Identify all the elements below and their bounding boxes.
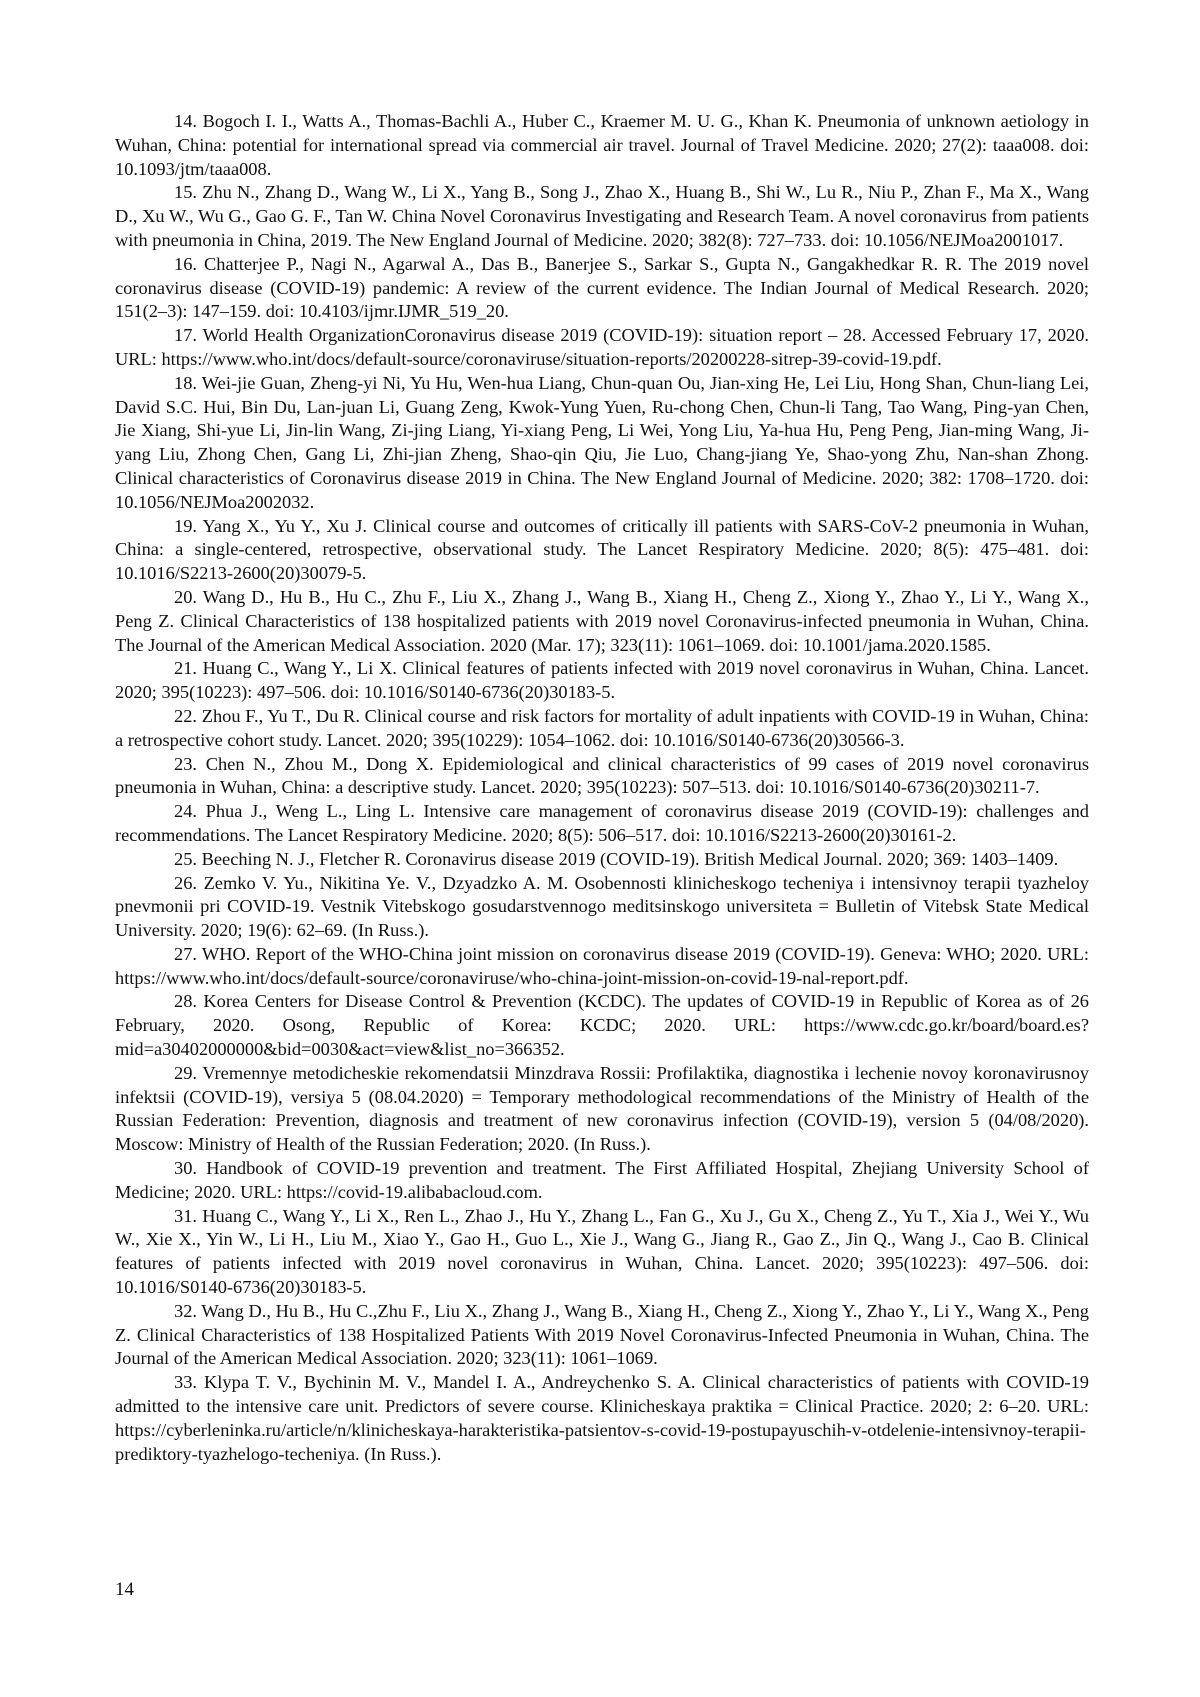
reference-text: Vremennye metodicheskie rekomendatsii Minzdrava Rossii: Profilaktika, diagnostika i lechenie novoy koronavirusnoy infektsii (COVID-19), versiya 5 (08.04.2020) = Temporary methodological recommendations of the Ministry of Health of the Russian Federation: Prevention, diagnosis and treatment of new coronavirus infection (COVID-19), version 5 (04/08/2020). Moscow: Ministry of Health of the Russian Federation; 2020. (In Russ.).: [115, 1062, 1090, 1155]
reference-item: [115, 1062, 1089, 1157]
reference-text: Wang D., Hu B., Hu C.,Zhu F., Liu X., Zhang J., Wang B., Xiang H., Cheng Z., Xiong Y., Zhao Y., Li Y., Wang X., Peng Z. Clinical Characteristics of 138 Hospitalized Patients With 2019 Novel Coronavirus-Infected Pneumonia in Wuhan, China. The Journal of the American Medical Association. 2020; 323(11): 1061–1069.: [115, 1300, 1089, 1369]
reference-text: Huang C., Wang Y., Li X., Ren L., Zhao J., Hu Y., Zhang L., Fan G., Xu J., Gu X., Cheng Z., Yu T., Xia J., Wei Y., Wu W., Xie X., Yin W., Li H., Liu M., Xiao Y., Gao H., Guo L., Xie J., Wang G., Jiang R., Gao Z., Jin Q., Wang J., Cao B. Clinical features of patients infected with 2019 novel coronavirus in Wuhan, China. Lancet. 2020; 395(10223): 497–506. doi: 10.1016/S0140-6736(20)30183-5.: [115, 1205, 1089, 1298]
reference-number: 15.: [174, 182, 197, 203]
reference-text: Zhou F., Yu T., Du R. Clinical course and risk factors for mortality of adult inpatients with COVID-19 in Wuhan, China: a retrospective cohort study. Lancet. 2020; 395(10229): 1054–1062. doi: 10.1016/S0140-6736(20)30566-3.: [115, 705, 1089, 750]
reference-item: [115, 990, 1089, 1061]
reference-text: Wei-jie Guan, Zheng-yi Ni, Yu Hu, Wen-hua Liang, Chun-quan Ou, Jian-xing He, Lei Liu, Hong Shan, Chun-liang Lei, David S.C. Hui, Bin Du, Lan-juan Li, Guang Zeng, Kwok-Yung Yuen, Ru-chong Chen, Chun-li Tang, Tao Wang, Ping-yan Chen, Jie Xiang, Shi-yue Li, Jin-lin Wang, Zi-jing Liang, Yi-xiang Peng, Li Wei, Yong Liu, Ya-hua Hu, Peng Peng, Jian-ming Wang, Ji-yang Liu, Zhong Chen, Gang Li, Zhi-jian Zheng, Shao-qin Qiu, Jie Luo, Chang-jiang Ye, Shao-yong Zhu, Nan-shan Zhong. Clinical characteristics of Coronavirus disease 2019 in China. The New England Journal of Medicine. 2020; 382: 1708–1720. doi: 10.1056/NEJMoa2002032.: [115, 372, 1090, 512]
reference-item: [115, 181, 1089, 252]
reference-text: Phua J., Weng L., Ling L. Intensive care management of coronavirus disease 2019 (COVID-19): challenges and recommendations. The Lancet Respiratory Medicine. 2020; 8(5): 506–517. doi: 10.1016/S2213-2600(20)30161-2.: [115, 801, 1089, 845]
reference-item: [115, 110, 1089, 181]
reference-item: [115, 1300, 1089, 1371]
reference-text: Chatterjee P., Nagi N., Agarwal A., Das B., Banerjee S., Sarkar S., Gupta N., Gangakhedkar R. R. The 2019 novel coronavirus disease (COVID-19) pandemic: A review of the current evidence. The Indian Journal of Medical Research. 2020; 151(2–3): 147–159. doi: 10.4103/ijmr.IJMR_519_20.: [115, 253, 1089, 322]
reference-text: Yang X., Yu Y., Xu J. Clinical course and outcomes of critically ill patients with SARS-CoV-2 pneumonia in Wuhan, China: a single-centered, retrospective, observational study. The Lancet Respiratory Medicine. 2020; 8(5): 475–481. doi: 10.1016/S2213-2600(20)30079-5.: [115, 515, 1089, 584]
reference-item: [115, 372, 1089, 515]
reference-item: [115, 586, 1089, 657]
reference-number: 31.: [174, 1205, 197, 1226]
reference-item: [115, 1205, 1089, 1300]
reference-text: Bogoch I. I., Watts A., Thomas-Bachli A., Huber C., Kraemer M. U. G., Khan K. Pneumonia of unknown aetiology in Wuhan, China: potential for international spread via commercial air travel. Journal of Travel Medicine. 2020; 27(2): taaa008. doi: 10.1093/jtm/taaa008.: [115, 111, 1089, 179]
reference-item: [115, 848, 1089, 872]
reference-number: 27.: [174, 943, 197, 964]
reference-text: Handbook of COVID-19 prevention and treatment. The First Affiliated Hospital, Zhejiang University School of Medicine; 2020. URL: https://covid-19.alibabacloud.com.: [115, 1158, 1089, 1202]
reference-number: 26.: [174, 872, 197, 893]
reference-number: 17.: [174, 325, 197, 346]
reference-item: [115, 705, 1089, 753]
reference-item: [115, 800, 1089, 848]
reference-text: Beeching N. J., Fletcher R. Coronavirus disease 2019 (COVID-19). British Medical Journal. 2020; 369: 1403–1409.: [201, 848, 1059, 869]
reference-item: [115, 753, 1089, 801]
reference-number: 20.: [174, 586, 197, 607]
page-number: 14: [115, 1579, 134, 1600]
reference-text: Chen N., Zhou M., Dong X. Epidemiological and clinical characteristics of 99 cases of 2019 novel coronavirus pneumonia in Wuhan, China: a descriptive study. Lancet. 2020; 395(10223): 507–513. doi: 10.1016/S0140-6736(20)30211-7.: [115, 753, 1089, 798]
reference-item: [115, 1157, 1089, 1205]
reference-number: 28.: [174, 991, 197, 1012]
reference-list: [115, 110, 1089, 1466]
reference-number: 24.: [174, 801, 197, 822]
reference-text: WHO. Report of the WHO-China joint mission on coronavirus disease 2019 (COVID-19). Geneva: WHO; 2020. URL: https://www.who.int/docs/default-source/coronaviruse/who-china-joint-mission-on-covid-19-nal-report.pdf.: [115, 943, 1090, 988]
reference-number: 25.: [174, 848, 197, 869]
reference-item: [115, 872, 1089, 943]
reference-number: 14.: [174, 111, 197, 131]
reference-number: 32.: [174, 1300, 197, 1321]
reference-text: Klypa T. V., Bychinin M. V., Mandel I. A., Andreychenko S. A. Clinical characteristics of patients with COVID-19 admitted to the intensive care unit. Predictors of severe course. Klinicheskaya praktika = Clinical Practice. 2020; 2: 6–20. URL: https://cyberleninka.ru/article/n/klinicheskaya-harakteristika-patsientov-s-covid-19-postupayuschih-v-otdelenie-intensivnoy-terapii-prediktory-tyazhelogo-techeniya. (In Russ.).: [115, 1372, 1089, 1464]
reference-item: [115, 657, 1089, 705]
reference-text: Huang C., Wang Y., Li X. Clinical features of patients infected with 2019 novel coronavirus in Wuhan, China. Lancet. 2020; 395(10223): 497–506. doi: 10.1016/S0140-6736(20)30183-5.: [115, 658, 1089, 703]
reference-item: [115, 253, 1089, 324]
reference-number: 23.: [174, 753, 197, 774]
reference-number: 30.: [174, 1158, 197, 1179]
reference-number: 22.: [174, 705, 197, 726]
reference-text: Korea Centers for Disease Control & Prevention (KCDC). The updates of COVID-19 in Republic of Korea as of 26 February, 2020. Osong, Republic of Korea: KCDC; 2020. URL: https://www.cdc.go.kr/board/board.es?mid=a30402000000&bid=0030&act=view&list_no=366352.: [115, 991, 1089, 1060]
reference-text: Wang D., Hu B., Hu C., Zhu F., Liu X., Zhang J., Wang B., Xiang H., Cheng Z., Xiong Y., Zhao Y., Li Y., Wang X., Peng Z. Clinical Characteristics of 138 hospitalized patients with 2019 novel Coronavirus-infected pneumonia in Wuhan, China. The Journal of the American Medical Association. 2020 (Mar. 17); 323(11): 1061–1069. doi: 10.1001/jama.2020.1585.: [115, 586, 1090, 655]
reference-number: 33.: [174, 1372, 197, 1393]
reference-item: [115, 324, 1089, 372]
reference-number: 29.: [174, 1062, 197, 1083]
reference-text: Zemko V. Yu., Nikitina Ye. V., Dzyadzko A. M. Osobennosti klinicheskogo techeniya i intensivnoy terapii tyazheloy pnevmonii pri COVID-19. Vestnik Vitebskogo gosudarstvennogo meditsinskogo universiteta = Bulletin of Vitebsk State Medical University. 2020; 19(6): 62–69. (In Russ.).: [115, 872, 1089, 941]
reference-item: [115, 515, 1089, 586]
reference-item: [115, 1371, 1089, 1466]
reference-number: 16.: [174, 253, 197, 274]
reference-number: 18.: [174, 372, 197, 393]
reference-text: Zhu N., Zhang D., Wang W., Li X., Yang B., Song J., Zhao X., Huang B., Shi W., Lu R., Niu P., Zhan F., Ma X., Wang D., Xu W., Wu G., Gao G. F., Tan W. China Novel Coronavirus Investigating and Research Team. A novel coronavirus from patients with pneumonia in China, 2019. The New England Journal of Medicine. 2020; 382(8): 727–733. doi: 10.1056/NEJMoa2001017.: [115, 182, 1089, 250]
reference-number: 21.: [174, 658, 197, 679]
reference-item: [115, 943, 1089, 991]
reference-text: World Health OrganizationCoronavirus disease 2019 (COVID-19): situation report – 28. Accessed February 17, 2020. URL: https://www.who.int/docs/default-source/coronaviruse/situation-reports/20200228-sitrep-39-covid-19.pdf.: [115, 325, 1089, 369]
reference-number: 19.: [174, 515, 197, 536]
